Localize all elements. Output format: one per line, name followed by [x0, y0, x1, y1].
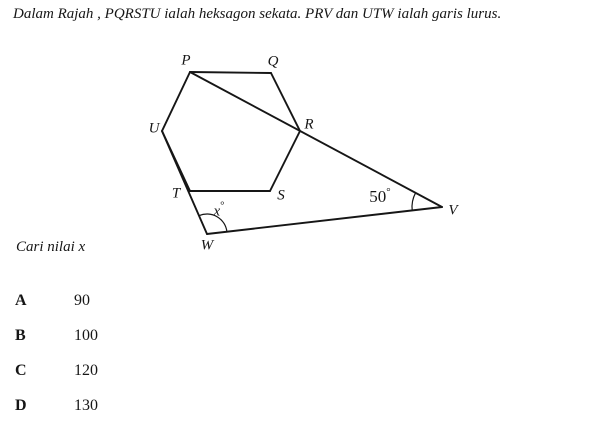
option-row-b	[15, 327, 215, 347]
option-value: 100	[74, 327, 98, 344]
segment-PQ	[190, 72, 271, 73]
vertex-label-V: V	[448, 202, 458, 219]
option-row-c	[15, 362, 215, 382]
segment-RS	[270, 131, 300, 191]
segment-WV	[207, 207, 442, 234]
segment-UP	[162, 72, 190, 131]
option-value: 130	[74, 397, 98, 414]
option-value: 90	[74, 292, 90, 309]
segment-UW	[162, 131, 207, 234]
segment-PV	[190, 72, 442, 207]
vertex-label-W: W	[200, 237, 214, 254]
vertex-label-T: T	[171, 185, 181, 202]
vertex-label-U: U	[148, 120, 160, 137]
vertex-label-Q: Q	[267, 53, 279, 70]
vertex-label-R: R	[304, 116, 314, 133]
option-letter: C	[15, 362, 27, 379]
vertex-label-S: S	[277, 187, 285, 204]
option-row-d	[15, 397, 215, 417]
option-letter: B	[15, 327, 26, 344]
question-instruction: Cari nilai x	[16, 239, 86, 255]
question-text: Dalam Rajah , PQRSTU ialah heksagon sekata. PRV dan UTW ialah garis lurus.	[13, 6, 502, 22]
option-letter: D	[15, 397, 27, 414]
angle-x-label: x°	[213, 199, 225, 220]
angle-50-label: 50°	[369, 186, 391, 206]
option-letter: A	[15, 292, 27, 309]
option-value: 120	[74, 362, 98, 379]
vertex-label-P: P	[181, 52, 191, 69]
angle-arc-V	[412, 193, 416, 211]
option-row-a	[15, 292, 215, 312]
